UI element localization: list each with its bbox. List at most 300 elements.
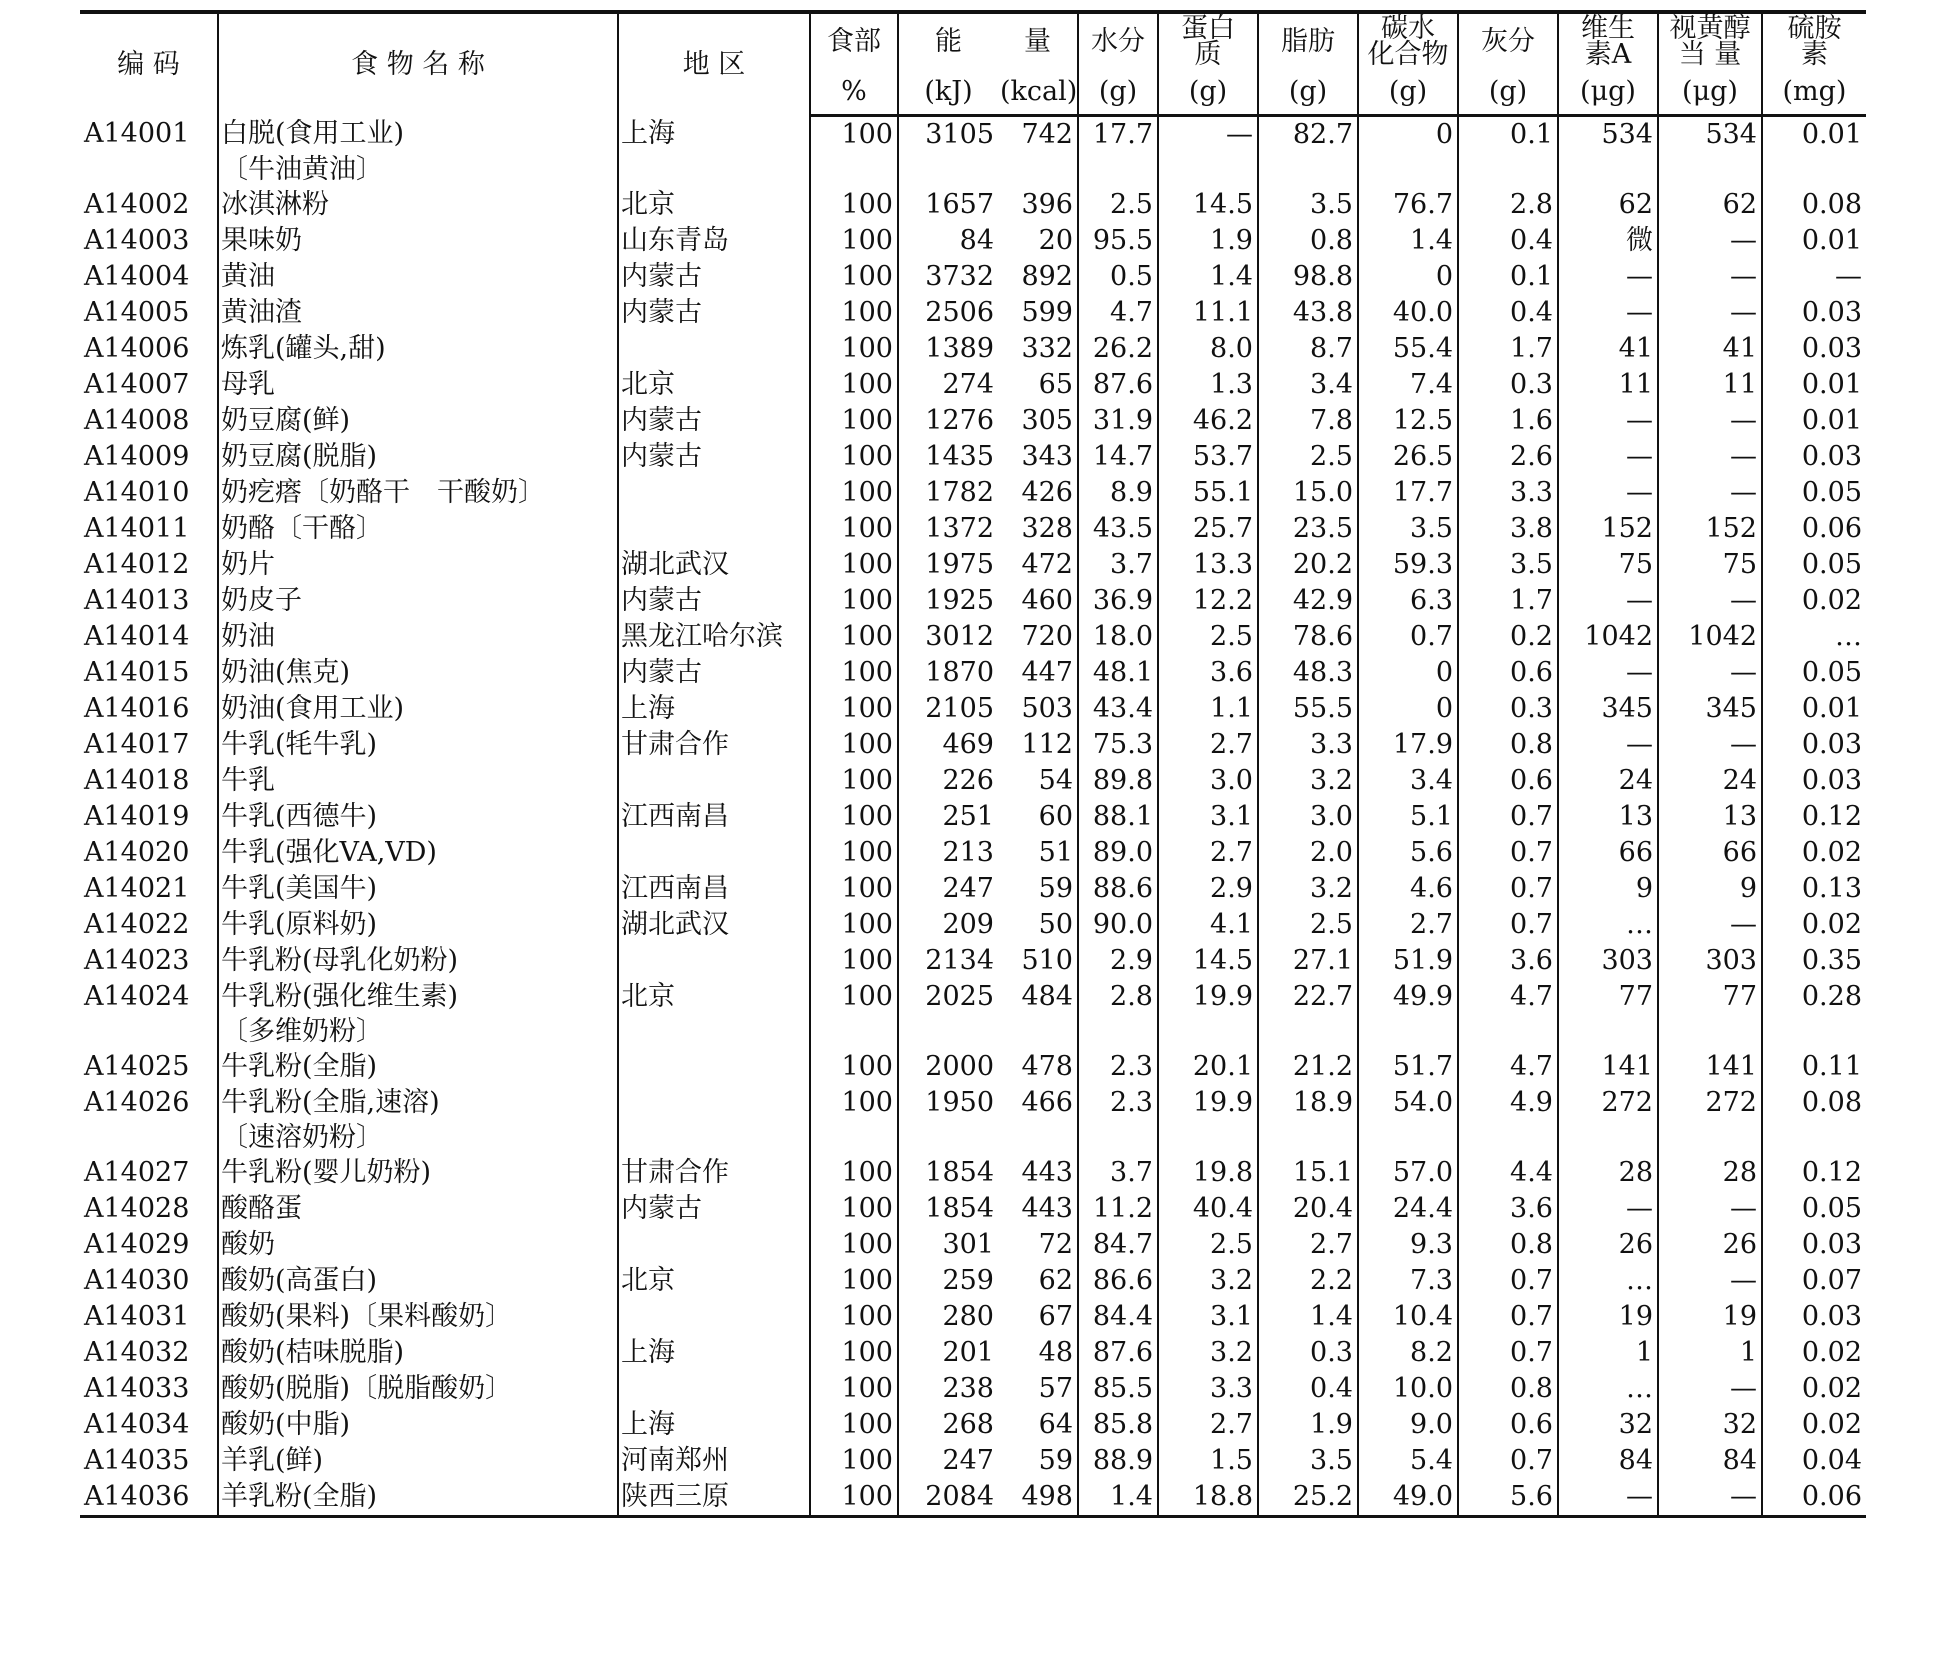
cell-kcal: 466	[1021, 1087, 1073, 1118]
cell-fat: 3.4	[1258, 367, 1358, 403]
cell-vita: —	[1558, 655, 1658, 691]
cell-vita: 24	[1558, 763, 1658, 799]
cell-region	[618, 1015, 810, 1049]
cell-kcal: 447	[1021, 657, 1073, 688]
cell-retinol: 1042	[1658, 619, 1762, 655]
cell-carb: 0	[1358, 116, 1458, 154]
cell-code: A14025	[84, 1051, 190, 1082]
header-thiamin	[1762, 12, 1866, 70]
cell-code: A14015	[84, 657, 190, 688]
cell-region: 上海	[618, 116, 810, 154]
cell-edible: 100	[810, 295, 898, 331]
cell-vita: 19	[1558, 1299, 1658, 1335]
cell-kcal: 60	[1038, 801, 1073, 832]
cell-kj: 3012	[898, 619, 998, 655]
cell-code: A14021	[84, 873, 190, 904]
cell-vita: —	[1558, 475, 1658, 511]
cell-fat: 82.7	[1258, 116, 1358, 154]
cell-ash: 4.4	[1458, 1155, 1558, 1191]
cell-carb: 0.7	[1358, 619, 1458, 655]
cell-thiamin: 0.02	[1762, 583, 1866, 619]
cell-thiamin: 0.05	[1762, 547, 1866, 583]
cell-carb: 5.6	[1358, 835, 1458, 871]
cell-edible: 100	[810, 619, 898, 655]
cell-name: 奶豆腐(脱脂)	[218, 439, 618, 475]
cell-code: A14011	[84, 513, 190, 544]
header-water-label: 水分	[1091, 26, 1145, 57]
cell-edible: 100	[810, 1407, 898, 1443]
cell-vita: 微	[1558, 223, 1658, 259]
cell-region: 甘肃合作	[618, 727, 810, 763]
cell-edible: 100	[810, 1371, 898, 1407]
table-row	[80, 511, 1866, 547]
table-row	[80, 1263, 1866, 1299]
cell-fat: 27.1	[1258, 943, 1358, 979]
cell-kcal: 332	[1021, 333, 1073, 364]
cell-region	[618, 511, 810, 547]
cell-name: 牛乳	[218, 763, 618, 799]
cell-fat: 3.3	[1258, 727, 1358, 763]
cell-ash: 0.6	[1458, 1407, 1558, 1443]
cell-kcal: 498	[998, 1479, 1078, 1517]
table-row	[80, 116, 1866, 154]
cell-water: 89.0	[1078, 835, 1158, 871]
cell-vita: 41	[1558, 331, 1658, 367]
table-row	[80, 691, 1866, 727]
cell-ash: 0.4	[1458, 223, 1558, 259]
cell-thiamin: 0.05	[1762, 655, 1866, 691]
cell-region: 山东青岛	[618, 223, 810, 259]
cell-code: A14031	[84, 1301, 190, 1332]
cell-kcal: 742	[1021, 119, 1073, 150]
table-row	[80, 619, 1866, 655]
cell-ash: 1.6	[1458, 403, 1558, 439]
cell-thiamin: 0.03	[1762, 295, 1866, 331]
cell-carb: 51.7	[1358, 1049, 1458, 1085]
cell-region: 甘肃合作	[618, 1155, 810, 1191]
cell-water: 3.7	[1078, 547, 1158, 583]
cell-kcal	[998, 1121, 1078, 1155]
cell-region: 内蒙古	[618, 655, 810, 691]
cell-edible: 100	[810, 223, 898, 259]
cell-carb: 0	[1358, 259, 1458, 295]
cell-vita: 62	[1558, 187, 1658, 223]
cell-carb: 12.5	[1358, 403, 1458, 439]
cell-protein: 11.1	[1158, 295, 1258, 331]
cell-thiamin: 0.03	[1762, 331, 1866, 367]
cell-protein: 46.2	[1158, 403, 1258, 439]
header-energy-a-label: 能	[935, 26, 962, 57]
cell-thiamin: 0.11	[1762, 1049, 1866, 1085]
cell-water: 87.6	[1078, 367, 1158, 403]
cell-fat: 43.8	[1258, 295, 1358, 331]
cell-fat: 2.5	[1258, 907, 1358, 943]
cell-region: 内蒙古	[618, 403, 810, 439]
cell-name: 奶油(焦克)	[218, 655, 618, 691]
cell-carb: 59.3	[1358, 547, 1458, 583]
header-thiamin-line2: 素	[1801, 39, 1828, 70]
header-fat	[1258, 12, 1358, 70]
cell-fat: 3.2	[1258, 871, 1358, 907]
unit-edible: %	[810, 70, 898, 116]
header-retinol-line1: 视黄醇	[1669, 13, 1751, 44]
cell-region: 黑龙江哈尔滨	[618, 619, 810, 655]
cell-retinol: 24	[1658, 763, 1762, 799]
cell-ash: 2.8	[1458, 187, 1558, 223]
cell-protein: 8.0	[1158, 331, 1258, 367]
cell-name: 酸奶(脱脂)〔脱脂酸奶〕	[218, 1371, 618, 1407]
header-ash	[1458, 12, 1558, 70]
cell-ash: 4.7	[1458, 1049, 1558, 1085]
cell-ash: 0.8	[1458, 1227, 1558, 1263]
cell-vita: 272	[1558, 1085, 1658, 1121]
cell-retinol: —	[1658, 583, 1762, 619]
table-row	[80, 223, 1866, 259]
cell-kcal	[998, 1015, 1078, 1049]
cell-vita: 1	[1558, 1335, 1658, 1371]
cell-water: 90.0	[1078, 907, 1158, 943]
cell-thiamin	[1762, 153, 1866, 187]
cell-ash: 0.7	[1458, 835, 1558, 871]
cell-edible: 100	[810, 367, 898, 403]
cell-thiamin: 0.01	[1762, 223, 1866, 259]
cell-kj: 1276	[898, 403, 998, 439]
cell-code: A14004	[84, 261, 190, 292]
cell-retinol: 303	[1658, 943, 1762, 979]
cell-kj: 226	[898, 763, 998, 799]
cell-code: A14036	[80, 1479, 218, 1517]
cell-fat: 3.5	[1258, 1443, 1358, 1479]
cell-ash: 0.6	[1458, 655, 1558, 691]
cell-vita: …	[1558, 907, 1658, 943]
cell-kcal: 328	[1021, 513, 1073, 544]
cell-kcal: 65	[1038, 369, 1073, 400]
cell-kj: 3732	[898, 259, 998, 295]
cell-region	[618, 1227, 810, 1263]
cell-kj: 1870	[898, 655, 998, 691]
header-water	[1078, 12, 1158, 70]
unit-thiamin: (mg)	[1762, 70, 1866, 116]
cell-retinol	[1658, 1121, 1762, 1155]
cell-kcal: 67	[1038, 1301, 1073, 1332]
cell-kj: 2506	[898, 295, 998, 331]
cell-kcal: 503	[1021, 693, 1073, 724]
cell-kj: 280	[898, 1299, 998, 1335]
cell-kcal: 72	[1038, 1229, 1073, 1260]
cell-carb: 9.3	[1358, 1227, 1458, 1263]
cell-region	[618, 1371, 810, 1407]
header-region-label: 地 区	[682, 48, 746, 80]
cell-water: 26.2	[1078, 331, 1158, 367]
cell-ash: 3.8	[1458, 511, 1558, 547]
cell-carb: 54.0	[1358, 1085, 1458, 1121]
cell-carb: 5.4	[1358, 1443, 1458, 1479]
cell-code: A14020	[84, 837, 190, 868]
table-row	[80, 655, 1866, 691]
cell-protein: 2.9	[1158, 871, 1258, 907]
unit-retinol: (μg)	[1658, 70, 1762, 116]
cell-protein: 3.1	[1158, 1299, 1258, 1335]
cell-ash: 0.7	[1458, 871, 1558, 907]
cell-edible: 100	[810, 1335, 898, 1371]
cell-code: A14034	[84, 1409, 190, 1440]
header-ash-label: 灰分	[1481, 26, 1535, 57]
cell-ash: 4.7	[1458, 979, 1558, 1015]
cell-carb: 17.7	[1358, 475, 1458, 511]
cell-region: 河南郑州	[618, 1443, 810, 1479]
cell-name: 酸奶(高蛋白)	[218, 1263, 618, 1299]
cell-region	[618, 153, 810, 187]
cell-edible: 100	[810, 655, 898, 691]
cell-ash: 0.1	[1458, 116, 1558, 154]
cell-code	[80, 1121, 218, 1155]
cell-retinol: 84	[1658, 1443, 1762, 1479]
cell-water	[1078, 153, 1158, 187]
cell-ash: 0.3	[1458, 691, 1558, 727]
table-row	[80, 331, 1866, 367]
cell-code: A14001	[84, 117, 190, 149]
cell-protein: 3.6	[1158, 655, 1258, 691]
cell-kj: 259	[898, 1263, 998, 1299]
cell-thiamin: 0.08	[1762, 187, 1866, 223]
cell-name: 牛乳(美国牛)	[218, 871, 618, 907]
cell-protein: 3.1	[1158, 799, 1258, 835]
cell-ash: 0.7	[1458, 1443, 1558, 1479]
cell-protein: 1.1	[1158, 691, 1258, 727]
cell-fat: 22.7	[1258, 979, 1358, 1015]
cell-code: A14018	[84, 765, 190, 796]
cell-protein: 14.5	[1158, 943, 1258, 979]
header-name	[218, 12, 618, 116]
cell-name: 奶疙瘩〔奶酪干 干酸奶〕	[218, 475, 618, 511]
unit-carb: (g)	[1358, 70, 1458, 116]
cell-protein: 1.4	[1158, 259, 1258, 295]
cell-kcal: 599	[1021, 297, 1073, 328]
cell-code: A14030	[84, 1265, 190, 1296]
cell-kcal: 62	[1038, 1265, 1073, 1296]
unit-water: (g)	[1078, 70, 1158, 116]
cell-name: 牛乳粉(全脂,速溶)	[218, 1085, 618, 1121]
cell-protein: 55.1	[1158, 475, 1258, 511]
cell-thiamin: 0.03	[1762, 1227, 1866, 1263]
cell-kj: 213	[898, 835, 998, 871]
cell-water: 17.7	[1078, 116, 1158, 154]
cell-ash: 1.7	[1458, 583, 1558, 619]
cell-carb: 9.0	[1358, 1407, 1458, 1443]
cell-name: 黄油	[218, 259, 618, 295]
cell-kj: 1854	[898, 1155, 998, 1191]
cell-retinol: 534	[1658, 116, 1762, 154]
cell-kcal: 510	[1021, 945, 1073, 976]
cell-ash: 0.3	[1458, 367, 1558, 403]
cell-ash: 4.9	[1458, 1085, 1558, 1121]
cell-carb: 2.7	[1358, 907, 1458, 943]
cell-region	[618, 1299, 810, 1335]
cell-carb: 3.4	[1358, 763, 1458, 799]
cell-name: 牛乳粉(母乳化奶粉)	[218, 943, 618, 979]
cell-fat: 3.5	[1258, 187, 1358, 223]
cell-fat	[1258, 1121, 1358, 1155]
cell-water: 85.5	[1078, 1371, 1158, 1407]
cell-code: A14009	[84, 441, 190, 472]
cell-thiamin: 0.35	[1762, 943, 1866, 979]
cell-edible: 100	[810, 1263, 898, 1299]
cell-water: 2.9	[1078, 943, 1158, 979]
cell-name: 白脱(食用工业)	[218, 116, 618, 154]
cell-protein	[1158, 1121, 1258, 1155]
cell-protein: 2.7	[1158, 835, 1258, 871]
cell-region: 上海	[618, 1407, 810, 1443]
cell-code: A14019	[84, 801, 190, 832]
cell-edible: 100	[810, 871, 898, 907]
unit-fat: (g)	[1258, 70, 1358, 116]
cell-ash: 3.3	[1458, 475, 1558, 511]
cell-kcal: 57	[1038, 1373, 1073, 1404]
cell-water: 43.5	[1078, 511, 1158, 547]
cell-name: 〔多维奶粉〕	[218, 1015, 618, 1049]
cell-kj: 247	[898, 871, 998, 907]
cell-code: A14024	[84, 981, 190, 1012]
cell-fat: 42.9	[1258, 583, 1358, 619]
cell-fat: 48.3	[1258, 655, 1358, 691]
cell-retinol: 75	[1658, 547, 1762, 583]
cell-kcal: 484	[1021, 981, 1073, 1012]
cell-code: A14003	[84, 225, 190, 256]
cell-vita: 9	[1558, 871, 1658, 907]
cell-carb: 26.5	[1358, 439, 1458, 475]
cell-kcal: 343	[1021, 441, 1073, 472]
cell-kj: 3105	[898, 116, 998, 154]
cell-retinol: —	[1658, 1479, 1762, 1517]
cell-water: 85.8	[1078, 1407, 1158, 1443]
cell-retinol: —	[1658, 475, 1762, 511]
cell-thiamin: 0.02	[1762, 835, 1866, 871]
cell-edible: 100	[810, 116, 898, 154]
cell-edible: 100	[810, 1443, 898, 1479]
cell-retinol: —	[1658, 403, 1762, 439]
cell-region	[618, 1049, 810, 1085]
cell-vita: 26	[1558, 1227, 1658, 1263]
cell-edible: 100	[810, 835, 898, 871]
cell-thiamin: 0.04	[1762, 1443, 1866, 1479]
cell-edible: 100	[810, 1479, 898, 1517]
cell-region: 内蒙古	[618, 259, 810, 295]
cell-fat: 1.9	[1258, 1407, 1358, 1443]
cell-edible: 100	[810, 1191, 898, 1227]
cell-kj: 1975	[898, 547, 998, 583]
cell-thiamin: 0.12	[1762, 799, 1866, 835]
cell-vita: …	[1558, 1263, 1658, 1299]
cell-fat: 1.4	[1258, 1299, 1358, 1335]
cell-water: 86.6	[1078, 1263, 1158, 1299]
table-row-continuation	[80, 153, 1866, 187]
cell-code: A14027	[84, 1157, 190, 1188]
table-row	[80, 583, 1866, 619]
cell-edible: 100	[810, 943, 898, 979]
cell-thiamin: 0.12	[1762, 1155, 1866, 1191]
cell-fat: 20.4	[1258, 1191, 1358, 1227]
cell-protein: 20.1	[1158, 1049, 1258, 1085]
cell-thiamin: 0.02	[1762, 1371, 1866, 1407]
cell-retinol: —	[1658, 1263, 1762, 1299]
cell-name: 羊乳(鲜)	[218, 1443, 618, 1479]
table-row	[80, 1335, 1866, 1371]
cell-kj: 2084	[898, 1479, 998, 1517]
cell-protein: 2.5	[1158, 1227, 1258, 1263]
header-vita	[1558, 12, 1658, 70]
cell-kj: 274	[898, 367, 998, 403]
cell-protein	[1158, 153, 1258, 187]
cell-retinol: —	[1658, 727, 1762, 763]
unit-protein: (g)	[1158, 70, 1258, 116]
cell-fat: 21.2	[1258, 1049, 1358, 1085]
cell-kj: 2105	[898, 691, 998, 727]
cell-water: 8.9	[1078, 475, 1158, 511]
cell-retinol: 345	[1658, 691, 1762, 727]
cell-kj: 84	[898, 223, 998, 259]
cell-vita: —	[1558, 295, 1658, 331]
cell-code: A14016	[84, 693, 190, 724]
table-row	[80, 727, 1866, 763]
cell-vita: 534	[1558, 116, 1658, 154]
cell-vita	[1558, 1121, 1658, 1155]
cell-thiamin: 0.08	[1762, 1085, 1866, 1121]
cell-vita: 152	[1558, 511, 1658, 547]
cell-protein	[1158, 1015, 1258, 1049]
cell-water: 84.4	[1078, 1299, 1158, 1335]
cell-kj: 1854	[898, 1191, 998, 1227]
cell-retinol: 141	[1658, 1049, 1762, 1085]
cell-code	[80, 1015, 218, 1049]
cell-region	[618, 475, 810, 511]
cell-fat: 78.6	[1258, 619, 1358, 655]
table-row	[80, 979, 1866, 1015]
cell-water	[1078, 1121, 1158, 1155]
cell-carb: 24.4	[1358, 1191, 1458, 1227]
cell-retinol: 26	[1658, 1227, 1762, 1263]
cell-edible: 100	[810, 727, 898, 763]
cell-ash	[1458, 1121, 1558, 1155]
cell-carb: 17.9	[1358, 727, 1458, 763]
table-row	[80, 187, 1866, 223]
cell-vita: 77	[1558, 979, 1658, 1015]
cell-water: 2.3	[1078, 1049, 1158, 1085]
header-carb-line1: 碳水	[1381, 13, 1435, 44]
cell-ash: 0.7	[1458, 1299, 1558, 1335]
table-row	[80, 367, 1866, 403]
cell-kj: 469	[898, 727, 998, 763]
table-row	[80, 1191, 1866, 1227]
cell-fat: 15.0	[1258, 475, 1358, 511]
cell-carb: 6.3	[1358, 583, 1458, 619]
cell-fat: 98.8	[1258, 259, 1358, 295]
cell-water: 88.6	[1078, 871, 1158, 907]
cell-water: 2.8	[1078, 979, 1158, 1015]
cell-kj: 247	[898, 1443, 998, 1479]
cell-protein: 19.8	[1158, 1155, 1258, 1191]
cell-thiamin: 0.01	[1762, 403, 1866, 439]
cell-region: 湖北武汉	[618, 547, 810, 583]
cell-water: 18.0	[1078, 619, 1158, 655]
cell-retinol: —	[1658, 439, 1762, 475]
cell-name: 酸奶	[218, 1227, 618, 1263]
table-row	[80, 1371, 1866, 1407]
cell-edible: 100	[810, 691, 898, 727]
header-code-label: 编 码	[117, 48, 180, 80]
cell-edible: 100	[810, 439, 898, 475]
cell-carb	[1358, 1015, 1458, 1049]
cell-vita: 11	[1558, 367, 1658, 403]
